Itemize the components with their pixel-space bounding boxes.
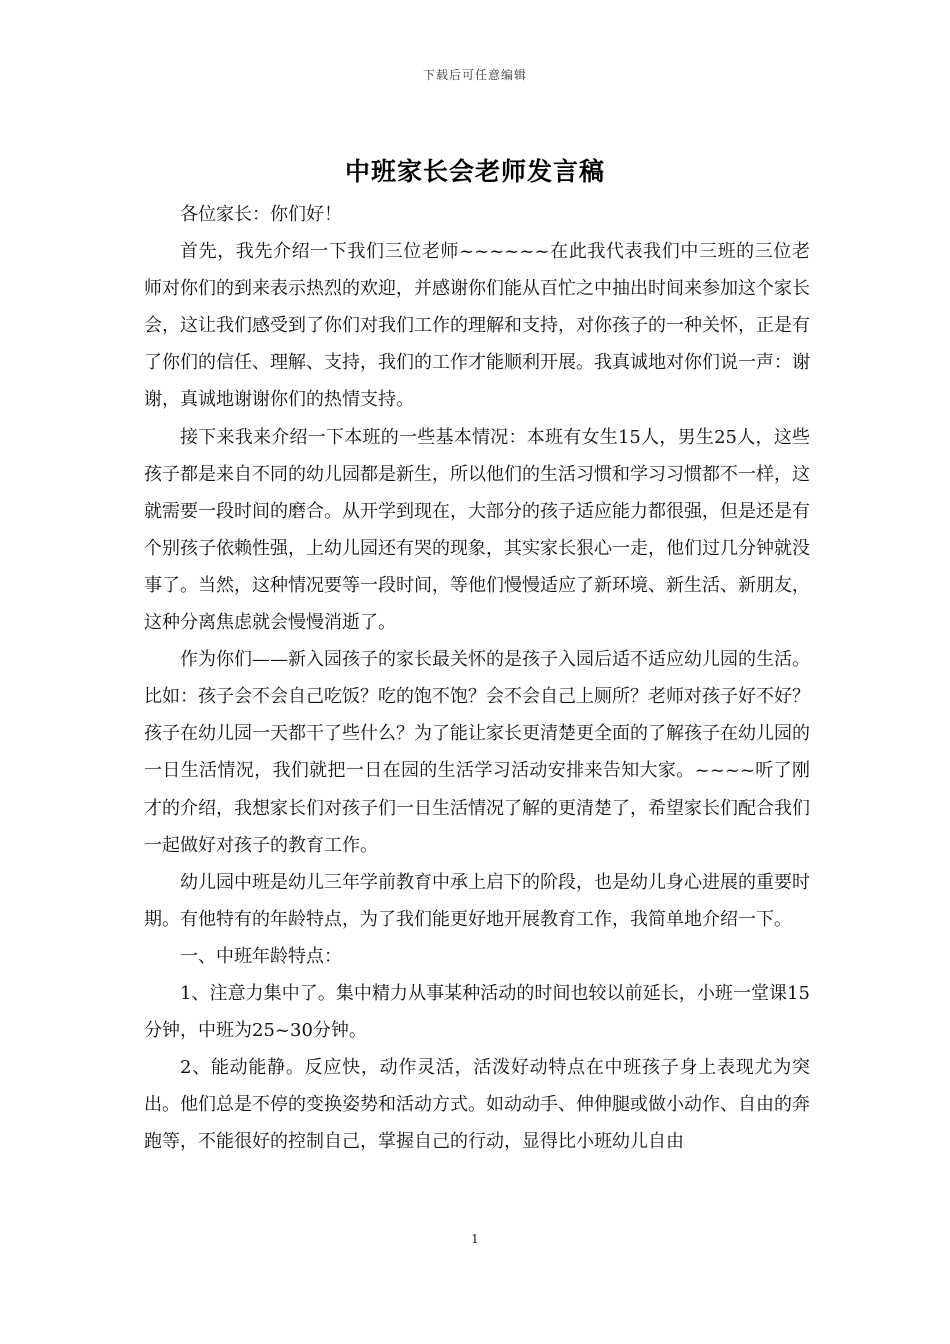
- list-item: 2、能动能静。反应快，动作灵活，活泼好动特点在中班孩子身上表现尤为突出。他们总是不停的变换姿势和活动方式。如动动手、伸伸腿或做小动作、自由的奔跑等，不能很好的控制自己，掌握自己的行动，显得比小班幼儿自由: [144, 1057, 810, 1153]
- header-note: 下载后可任意编辑: [422, 68, 527, 82]
- section-heading: 一、中班年龄特点：: [180, 945, 342, 967]
- body-paragraph: 接下来我来介绍一下本班的一些基本情况：本班有女生15人，男生25人，这些孩子都是来自不同的幼儿园都是新生，所以他们的生活习惯和学习习惯都不一样，这就需要一段时间的磨合。从开学到现在，大部分的孩子适应能力都很强，但是还是有个别孩子依赖性强，上幼儿园还有哭的现象，其实家长狠心一走，他们过几分钟就没事了。当然，这种情况要等一段时间，等他们慢慢适应了新环境、新生活、新朋友，这种分离焦虑就会慢慢消逝了。: [144, 426, 810, 634]
- document-title: 中班家长会老师发言稿: [344, 157, 605, 186]
- body-paragraph: 首先，我先介绍一下我们三位老师~~~~~~在此我代表我们中三班的三位老师对你们的到来表示热烈的欢迎，并感谢你们能从百忙之中抽出时间来参加这个家长会，这让我们感受到了你们对我们工作的理解和支持，对你孩子的一种关怀，正是有了你们的信任、理解、支持，我们的工作才能顺利开展。我真诚地对你们说一声：谢谢，真诚地谢谢你们的热情支持。: [144, 241, 810, 411]
- page-number: 1: [471, 1232, 479, 1246]
- body-paragraph: 幼儿园中班是幼儿三年学前教育中承上启下的阶段，也是幼儿身心进展的重要时期。有他特有的年龄特点，为了我们能更好地开展教育工作，我简单地介绍一下。: [144, 871, 810, 930]
- greeting-paragraph: 各位家长：你们好！: [180, 204, 342, 225]
- list-item: 1、注意力集中了。集中精力从事某种活动的时间也较以前延长，小班一堂课15分钟，中班为25~30分钟。: [144, 982, 810, 1042]
- body-paragraph: 作为你们——新入园孩子的家长最关怀的是孩子入园后适不适应幼儿园的生活。比如：孩子会不会自己吃饭？吃的饱不饱？会不会自己上厕所？老师对孩子好不好？孩子在幼儿园一天都干了些什么？为了能让家长更清楚更全面的了解孩子在幼儿园的一日生活情况，我们就把一日在园的生活学习活动安排来告知大家。~~~~听了刚才的介绍，我想家长们对孩子们一日生活情况了解的更清楚了，希望家长们配合我们一起做好对孩子的教育工作。: [144, 649, 810, 856]
- document-body: [144, 196, 810, 1160]
